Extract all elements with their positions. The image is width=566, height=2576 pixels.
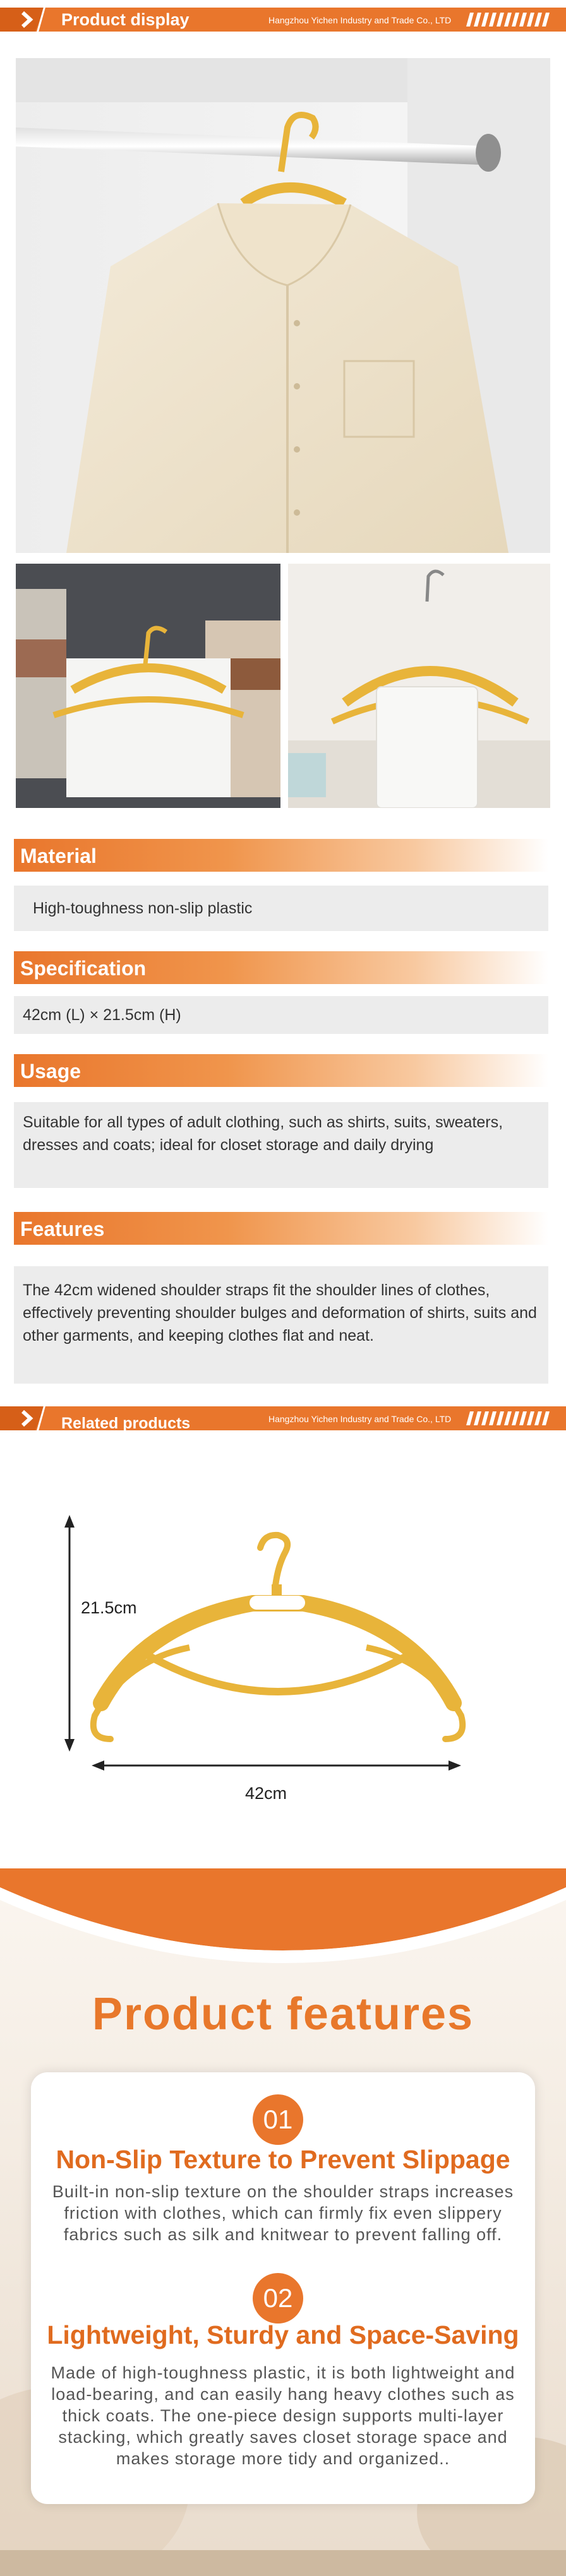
specification-body: [14, 996, 548, 1034]
company-name: Hangzhou Yichen Industry and Trade Co., LTD: [268, 15, 452, 25]
related-products-title: Related products: [61, 1415, 191, 1432]
feature-number-badge: 02: [253, 2273, 303, 2324]
hanger-dimension-diagram: [0, 1490, 566, 1818]
usage-header: [14, 1054, 548, 1087]
usage-title: Usage: [20, 1060, 81, 1083]
specification-title: Specification: [20, 957, 147, 980]
feature-heading: Non-Slip Texture to Prevent Slippage: [56, 2145, 510, 2174]
hanger-with-towel-photo: [288, 564, 550, 808]
specification-header: [14, 951, 548, 984]
feature-text: Made of high-toughness plastic, it is both lightweight and load-bearing, and can easily hang heavy clothes such as thick coats. The one-piece design supports multi-layer stacking, which greatly saves closet storage space and makes storage more tidy and organized..: [51, 2363, 515, 2468]
features-body: [14, 1266, 548, 1384]
main-product-photo: [16, 58, 550, 553]
related-products-bar: [0, 1399, 566, 1439]
product-features-title: Product features: [92, 1989, 474, 2039]
product-display-title: Product display: [61, 10, 190, 29]
feature-heading: Lightweight, Sturdy and Space-Saving: [47, 2320, 519, 2349]
height-label: 21.5cm: [81, 1598, 137, 1617]
material-text: High-toughness non-slip plastic: [33, 899, 253, 917]
features-header: [14, 1212, 548, 1245]
usage-text: Suitable for all types of adult clothing, such as shirts, suits, sweaters, dresses and coats; ideal for closet storage and daily drying: [23, 1113, 503, 1154]
material-title: Material: [20, 845, 97, 867]
company-name: Hangzhou Yichen Industry and Trade Co., LTD: [268, 1414, 452, 1424]
material-body: [14, 886, 548, 931]
feature-text: Built-in non-slip texture on the shoulder straps increases friction with clothes, which can firmly fix even slippery fabrics such as silk and knitwear to prevent falling off.: [52, 2182, 514, 2244]
hanger-with-shirts-photo: [16, 564, 280, 808]
features-text: The 42cm widened shoulder straps fit the shoulder lines of clothes, effectively preventing shoulder bulges and deformation of shirts, suits and other garments, and keeping clothes flat and neat.: [23, 1281, 537, 1344]
feature-number-badge: 01: [253, 2094, 303, 2145]
usage-body: [14, 1102, 548, 1188]
material-header: [14, 839, 548, 872]
specification-text: 42cm (L) × 21.5cm (H): [23, 1006, 181, 1024]
hanger-icon: [93, 1535, 462, 1739]
product-display-bar: [0, 0, 566, 40]
width-label: 42cm: [245, 1784, 287, 1803]
features-title: Features: [20, 1218, 105, 1240]
